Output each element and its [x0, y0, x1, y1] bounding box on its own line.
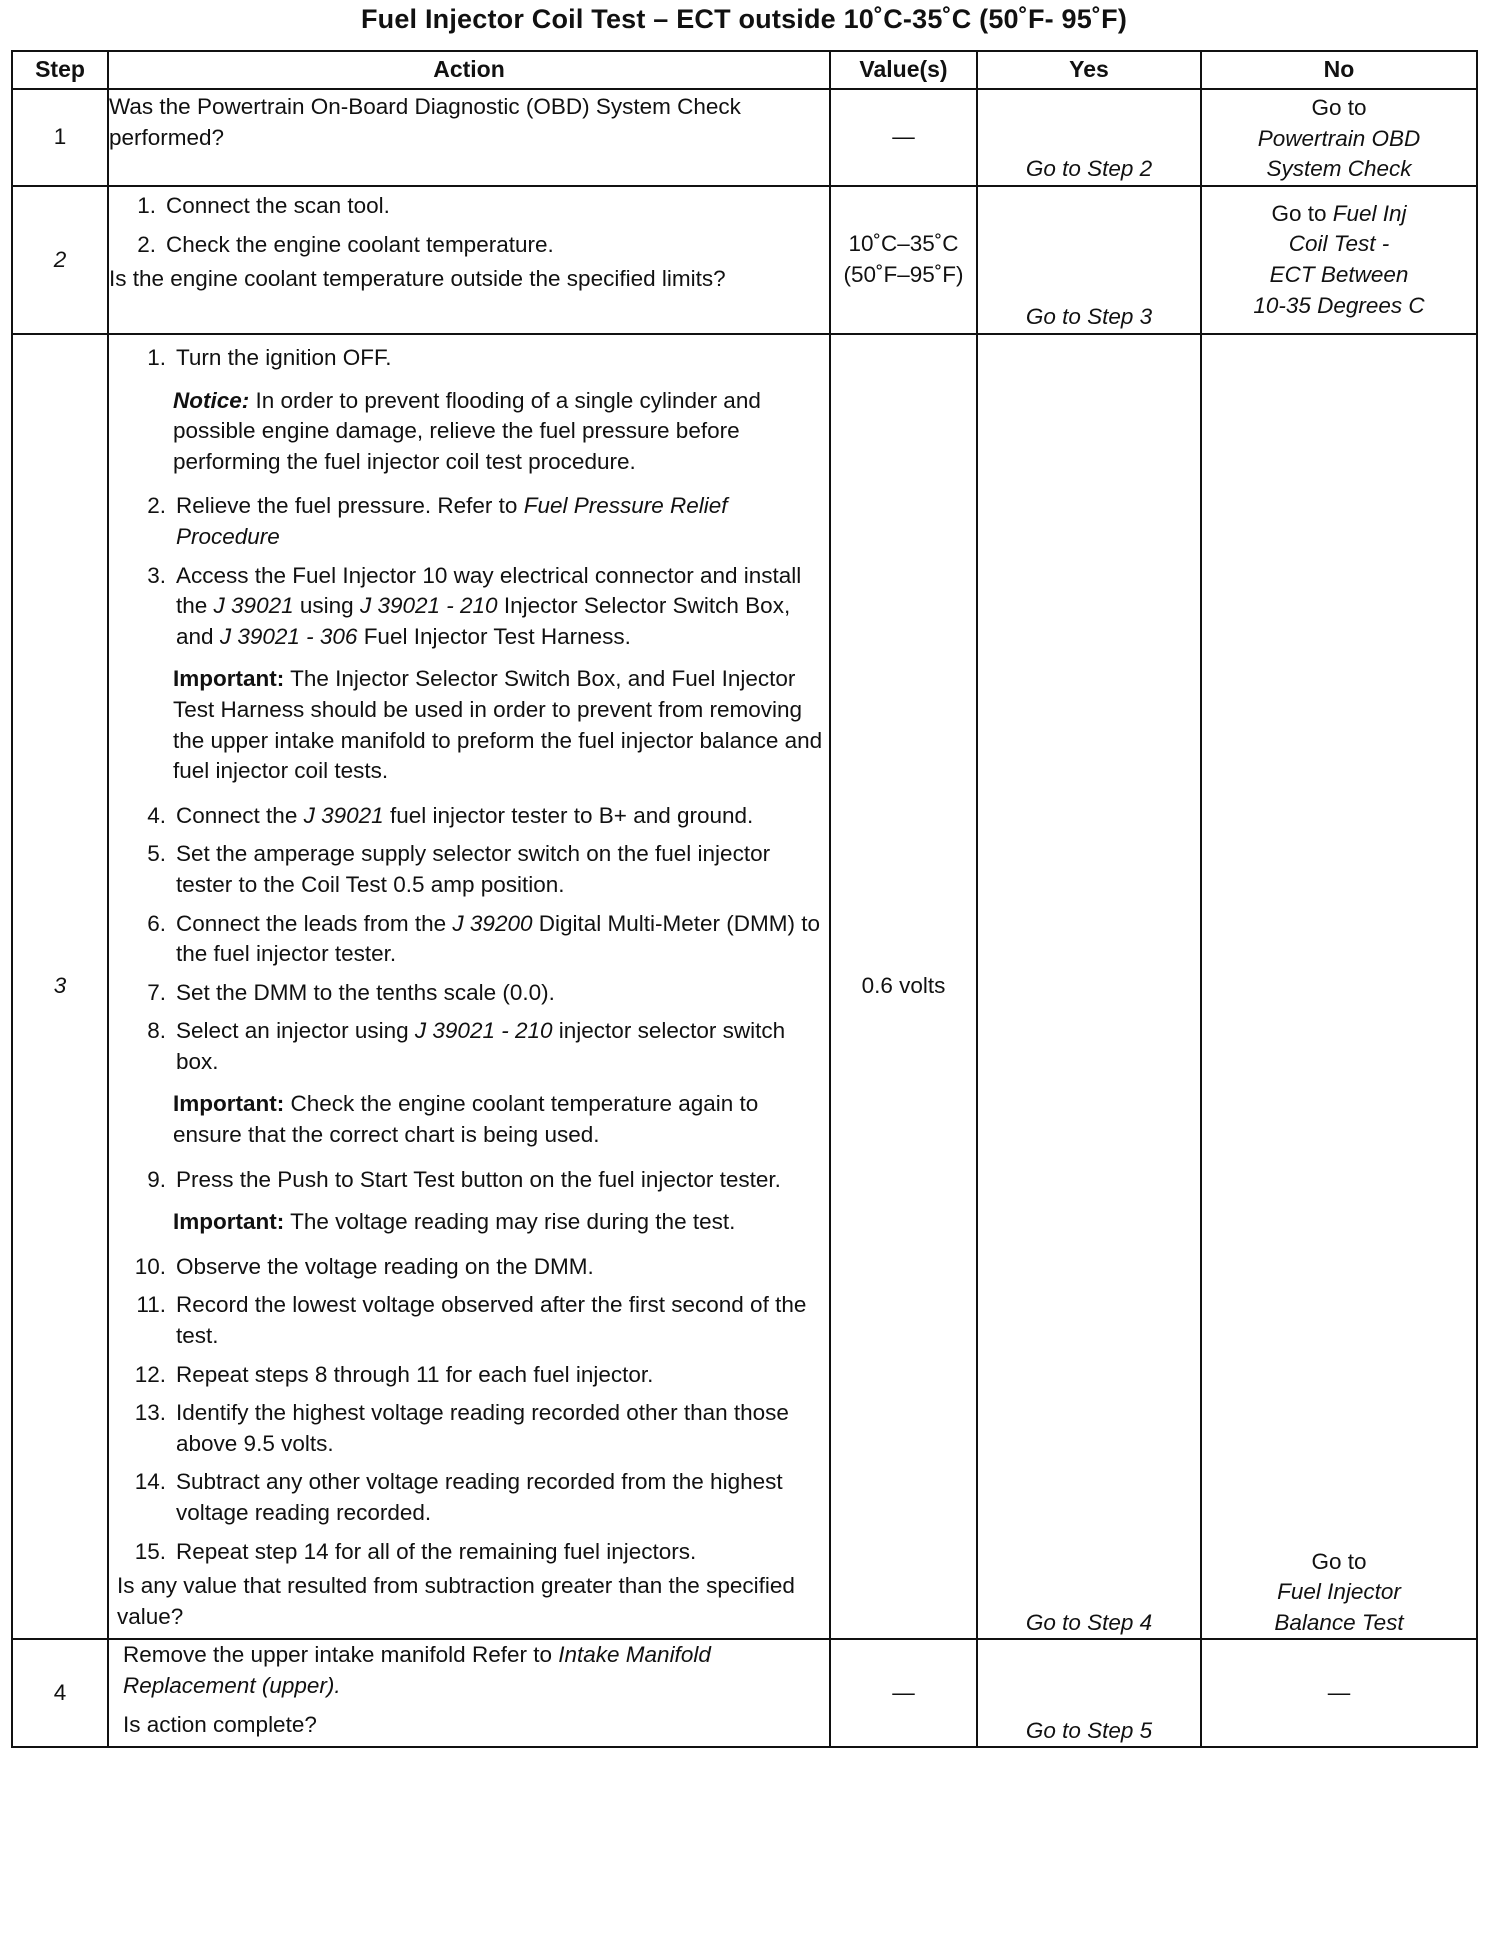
list-item [109, 561, 829, 653]
item-text: Set the DMM to the tenths scale (0.0). [176, 979, 555, 1005]
action-question: Was the Powertrain On-Board Diagnostic (OBD) System Check performed? [109, 94, 741, 150]
value-line: (50˚F–95˚F) [843, 262, 964, 287]
item-number: 2. [147, 493, 166, 519]
list-item [109, 839, 829, 900]
action-cell [108, 1639, 830, 1747]
item-text-part: Access the Fuel Injector 10 way electrical connector and install the [176, 562, 802, 619]
item-number: 6. [147, 910, 166, 936]
action-text [123, 1640, 829, 1701]
item-text: Repeat steps 8 through 11 for each fuel injector. [176, 1361, 654, 1387]
important-label: Important: [173, 1091, 285, 1117]
header-yes: Yes [977, 51, 1201, 89]
list-item [109, 1537, 829, 1568]
important-text: The Injector Selector Switch Box, and Fuel Injector Test Harness should be used in order to prevent from removing the upper intake manifold to preform the fuel injector balance and fuel injector coil tests. [173, 666, 823, 784]
list-item [109, 1252, 829, 1283]
important-text: Check the engine coolant temperature again to ensure that the correct chart is being used. [173, 1091, 759, 1148]
no-line [1202, 199, 1476, 230]
item-text [176, 909, 829, 970]
no-ref: Fuel Inj [1332, 200, 1407, 226]
yes-cell: Go to Step 4 [977, 334, 1201, 1639]
list-item [109, 1398, 829, 1459]
item-text-part: using [299, 593, 354, 619]
item-text [176, 1016, 829, 1077]
item-number: 8. [147, 1018, 166, 1044]
action-cell [108, 186, 830, 334]
step-number: 1 [12, 89, 108, 186]
item-text-part: Digital Multi-Meter (DMM) to the fuel injector tester. [176, 910, 821, 967]
item-text-part: Injector Selector Switch Box, and [176, 593, 791, 649]
no-go-to: Go to [1271, 200, 1327, 226]
diagnostic-table [11, 50, 1478, 1748]
tool-reference: J 39200 [452, 910, 533, 936]
item-number: 4. [147, 802, 166, 828]
value-cell: — [830, 89, 977, 186]
notice-note [173, 386, 829, 478]
item-number: 11. [136, 1292, 166, 1318]
no-line: Powertrain OBD [1257, 125, 1421, 151]
action-question: Is the engine coolant temperature outside the specified limits? [109, 266, 726, 292]
important-label: Important: [173, 666, 285, 692]
header-no: No [1201, 51, 1477, 89]
item-text-part: Relieve the fuel pressure. Refer to [176, 493, 518, 519]
table-row-step-2 [12, 186, 1477, 334]
item-text: Turn the ignition OFF. [176, 345, 392, 370]
item-text-part: injector selector switch box. [176, 1018, 786, 1074]
no-line: 10-35 Degrees C [1253, 292, 1425, 318]
item-number: 1. [147, 345, 166, 370]
no-line: Fuel Injector [1277, 1579, 1401, 1605]
list-item [109, 1360, 829, 1391]
yes-cell: Go to Step 2 [977, 89, 1201, 186]
item-number: 12. [134, 1361, 166, 1387]
list-item [109, 491, 829, 552]
item-text-part: Fuel Injector Test Harness. [363, 623, 631, 649]
no-line: System Check [1266, 156, 1412, 182]
item-number: 13. [134, 1400, 166, 1426]
item-text: Record the lowest voltage observed after the first second of the test. [176, 1292, 807, 1349]
item-text [176, 491, 829, 552]
no-cell [1201, 89, 1477, 186]
item-number: 14. [134, 1469, 166, 1495]
item-text-part: Connect the leads from the [176, 910, 447, 936]
no-line: Go to [1311, 1548, 1367, 1574]
item-number: 2. [137, 231, 156, 257]
item-text: Repeat step 14 for all of the remaining fuel injectors. [176, 1538, 697, 1564]
item-text-part: Connect the [176, 802, 298, 828]
notice-label: Notice: [173, 387, 250, 413]
no-line: ECT Between [1269, 262, 1409, 287]
action-cell [108, 334, 830, 1639]
list-item [109, 1467, 829, 1528]
list-item [109, 343, 829, 374]
list-item [109, 909, 829, 970]
tool-reference: J 39021 - 210 [414, 1018, 553, 1044]
item-number: 7. [147, 979, 166, 1005]
item-text [176, 561, 829, 653]
table-header-row [12, 51, 1477, 89]
tool-reference: J 39021 [303, 802, 384, 828]
item-text-part: Select an injector using [176, 1018, 409, 1044]
item-text [176, 801, 829, 832]
item-number: 9. [147, 1166, 166, 1192]
important-note [173, 1207, 829, 1238]
yes-cell: Go to Step 3 [977, 186, 1201, 334]
list-item [109, 1016, 829, 1077]
item-text-part: fuel injector tester to B+ and ground. [389, 802, 754, 828]
no-line: Coil Test - [1288, 231, 1390, 257]
item-number: 10. [134, 1253, 166, 1279]
no-line: Balance Test [1274, 1609, 1404, 1635]
important-text: The voltage reading may rise during the test. [290, 1209, 736, 1235]
item-text: Set the amperage supply selector switch on the fuel injector tester to the Coil Test 0.5 amp position. [176, 841, 771, 897]
item-text: Press the Push to Start Test button on the fuel injector tester. [176, 1166, 781, 1192]
value-line: 10˚C–35˚C [848, 231, 959, 257]
item-text: Identify the highest voltage reading recorded other than those above 9.5 volts. [176, 1400, 789, 1456]
tool-reference: J 39021 - 210 [359, 593, 498, 619]
list-item [109, 801, 829, 832]
important-note [173, 1089, 829, 1150]
important-label: Important: [173, 1209, 285, 1235]
item-number: 1. [137, 193, 156, 218]
item-text: Connect the scan tool. [166, 193, 390, 218]
no-cell [1201, 186, 1477, 334]
list-item [109, 978, 829, 1009]
no-line: Go to [1311, 95, 1367, 121]
value-cell: 0.6 volts [830, 334, 977, 1639]
page-title: Fuel Injector Coil Test – ECT outside 10˚C-35˚C (50˚F- 95˚F) [360, 4, 1128, 34]
table-row-step-3 [12, 334, 1477, 1639]
tool-reference: J 39021 [213, 593, 294, 619]
step-number: 4 [12, 1639, 108, 1747]
step-number: 3 [12, 334, 108, 1639]
table-row-step-4 [12, 1639, 1477, 1747]
value-cell [830, 186, 977, 334]
tool-reference: J 39021 - 306 [219, 623, 358, 649]
no-cell [1201, 334, 1477, 1639]
header-values: Value(s) [830, 51, 977, 89]
notice-text: In order to prevent flooding of a single cylinder and possible engine damage, relieve the fuel pressure before performing the fuel injector coil test procedure. [173, 387, 761, 474]
action-cell [108, 89, 830, 186]
list-item [109, 1165, 829, 1196]
value-cell: — [830, 1639, 977, 1747]
procedure-reference: Intake Manifold Replacement (upper). [123, 1642, 711, 1698]
action-question: Is any value that resulted from subtraction greater than the specified value? [117, 1573, 795, 1629]
list-item [109, 230, 829, 261]
item-text: Subtract any other voltage reading recorded from the highest voltage reading recorded. [176, 1469, 783, 1525]
item-number: 3. [147, 562, 166, 588]
action-question: Is action complete? [123, 1711, 317, 1737]
no-cell: — [1201, 1639, 1477, 1747]
yes-cell: Go to Step 5 [977, 1639, 1201, 1747]
header-step: Step [12, 51, 108, 89]
list-item [109, 191, 829, 222]
item-text: Observe the voltage reading on the DMM. [176, 1253, 594, 1279]
header-action: Action [108, 51, 830, 89]
item-text: Check the engine coolant temperature. [166, 231, 554, 257]
table-row-step-1 [12, 89, 1477, 186]
procedure-reference: Fuel Pressure Relief Procedure [176, 493, 728, 549]
list-item [109, 1290, 829, 1351]
item-number: 15. [134, 1538, 166, 1564]
step-number: 2 [12, 186, 108, 334]
item-number: 5. [147, 841, 166, 867]
action-text-part: Remove the upper intake manifold Refer to [123, 1642, 552, 1668]
important-note [173, 664, 829, 786]
